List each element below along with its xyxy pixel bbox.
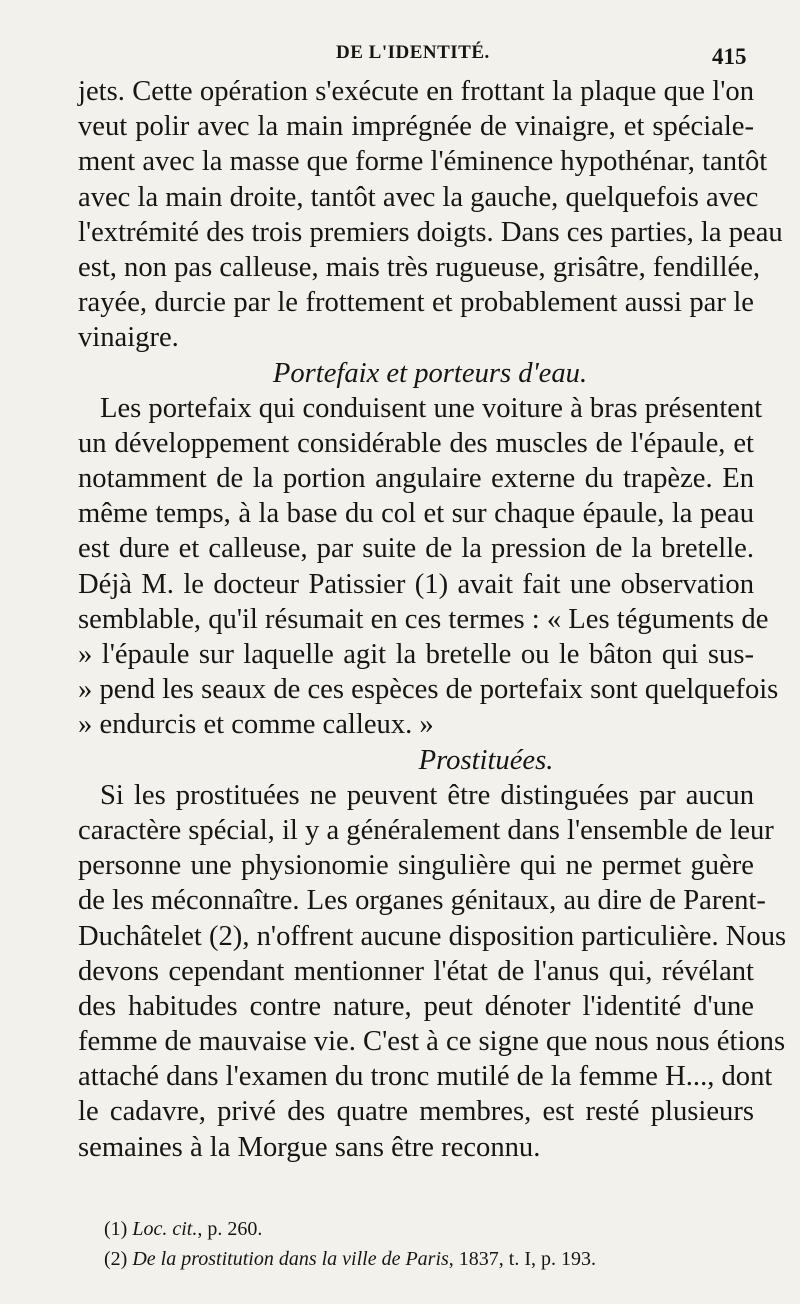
text-line: » pend les seaux de ces espèces de portefaix sont quelquefois xyxy=(78,674,779,706)
text-line: » l'épaule sur laquelle agit la bretelle ou le bâton qui sus- xyxy=(78,639,754,670)
text-line: notamment de la portion angulaire externe du trapèze. En xyxy=(78,463,754,495)
text-line: Déjà M. le docteur Patissier (1) avait fait une observation xyxy=(78,568,754,600)
footnote-citation: De la prostitution dans la ville de Paris xyxy=(132,1248,449,1270)
text-line: ment avec la masse que forme l'éminence hypothénar, tantôt xyxy=(78,146,768,178)
footnote-1 xyxy=(104,1214,704,1244)
text-line: devons cependant mentionner l'état de l'anus qui, révélant xyxy=(78,955,754,987)
text-line: rayée, durcie par le frottement et probablement aussi par le xyxy=(78,287,754,319)
page-number: 415 xyxy=(712,44,747,69)
footnote-mark: (2) xyxy=(104,1248,128,1270)
footnote-detail: , 1837, t. I, p. 193. xyxy=(448,1248,597,1270)
text-line: femme de mauvaise vie. C'est à ce signe que nous nous étions xyxy=(78,1026,786,1058)
text-line: attaché dans l'examen du tronc mutilé de la femme H..., dont xyxy=(78,1061,773,1093)
text-line: Duchâtelet (2), n'offrent aucune disposition particulière. Nous xyxy=(78,920,787,952)
text-line: Les portefaix qui conduisent une voiture à bras présentent xyxy=(100,392,763,424)
body-text xyxy=(78,74,787,1165)
text-line: même temps, à la base du col et sur chaque épaule, la peau xyxy=(78,498,754,530)
footnotes xyxy=(104,1214,704,1274)
text-line: des habitudes contre nature, peut dénoter l'identité d'une xyxy=(78,990,754,1022)
text-line: caractère spécial, il y a généralement dans l'ensemble de leur xyxy=(78,814,774,846)
text-line: personne une physionomie singulière qui ne permet guère xyxy=(78,850,754,882)
text-line: l'extrémité des trois premiers doigts. Dans ces parties, la peau xyxy=(78,216,783,248)
footnote-citation: Loc. cit. xyxy=(132,1218,198,1240)
text-line: le cadavre, privé des quatre membres, est resté plusieurs xyxy=(78,1096,754,1128)
text-line: semblable, qu'il résumait en ces termes : « Les téguments de xyxy=(78,603,769,635)
text-line: veut polir avec la main imprégnée de vinaigre, et spéciale- xyxy=(78,111,754,143)
page-header xyxy=(0,40,800,74)
footnote-mark: (1) xyxy=(104,1218,128,1240)
text-line: » endurcis et comme calleux. » xyxy=(78,709,434,741)
text-line: est, non pas calleuse, mais très rugueuse, grisâtre, fendillée, xyxy=(78,251,761,283)
text-line: est dure et calleuse, par suite de la pression de la bretelle. xyxy=(78,533,754,565)
text-line: Si les prostituées ne peuvent être distinguées par aucun xyxy=(100,779,754,811)
text-line: avec la main droite, tantôt avec la gauche, quelquefois avec xyxy=(78,181,759,213)
section-title-portefaix: Portefaix et porteurs d'eau. xyxy=(272,357,588,389)
text-line: vinaigre. xyxy=(78,322,179,354)
footnote-detail: , p. 260. xyxy=(197,1218,263,1240)
text-line: semaines à la Morgue sans être reconnu. xyxy=(78,1131,541,1163)
text-line: de les méconnaître. Les organes génitaux, au dire de Parent- xyxy=(78,885,766,917)
footnote-2 xyxy=(104,1244,704,1274)
text-line: jets. Cette opération s'exécute en frottant la plaque que l'on xyxy=(78,76,754,107)
running-title: DE L'IDENTITÉ. xyxy=(336,42,490,63)
section-title-prostituees: Prostituées. xyxy=(418,744,554,776)
text-line: un développement considérable des muscles de l'épaule, et xyxy=(78,427,754,459)
